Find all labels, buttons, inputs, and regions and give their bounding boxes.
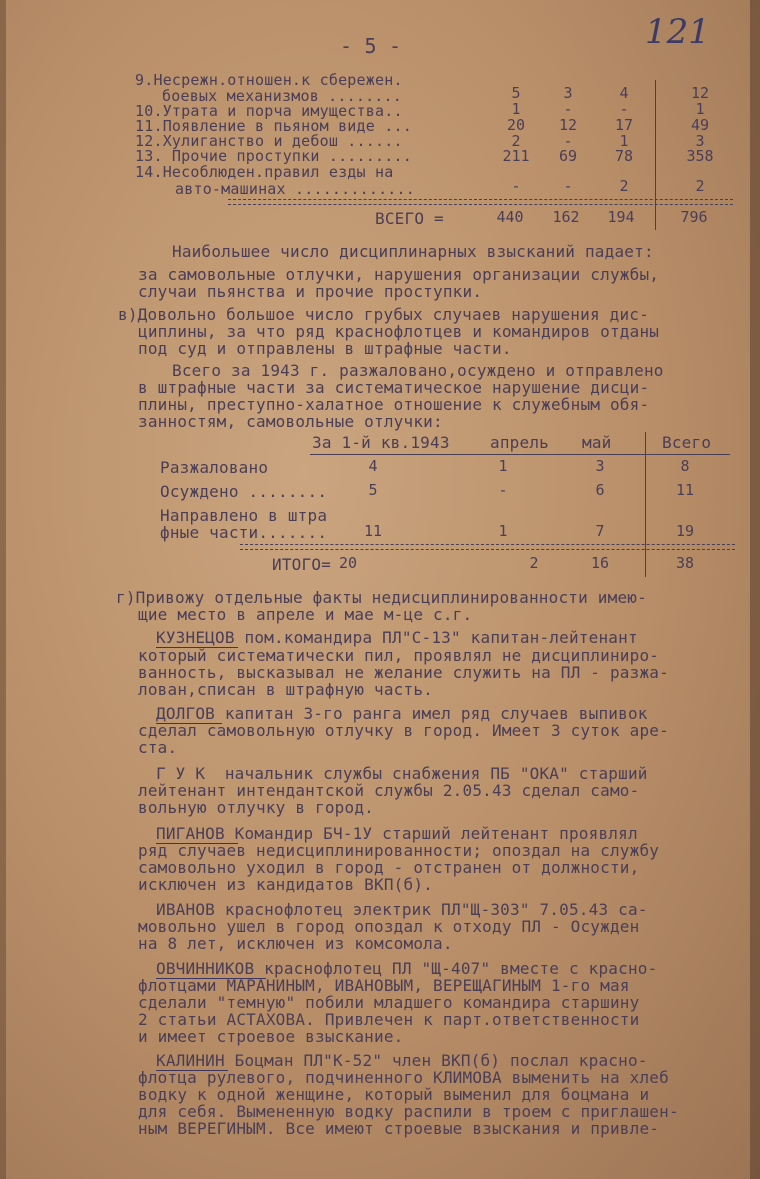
- table2-row-label: Разжаловано: [160, 458, 269, 477]
- section-g-line: щие место в апреле и мае м-це с.г.: [138, 605, 473, 624]
- table2-header: Всего: [662, 433, 712, 452]
- table1-cell: 3: [563, 84, 573, 102]
- case-line: флотца рулевого, подчиненного КЛИМОВА выменить на хлеб: [138, 1068, 669, 1087]
- case-line: лован,списан в штрафную часть.: [138, 680, 433, 699]
- table2-total-rule: [240, 544, 735, 550]
- table1-cell: -: [511, 177, 521, 195]
- table1-cell: 17: [614, 116, 634, 134]
- table1-cell: 1: [619, 132, 629, 150]
- table1-cell: 20: [506, 116, 526, 134]
- table1-cell: 211: [502, 147, 530, 165]
- table2-total: 20: [338, 554, 358, 572]
- case-line: КАЛИНИН Боцман ПЛ"К-52" член ВКП(б) послал красно-: [156, 1051, 648, 1070]
- section-v2-line: в штрафные части за систематическое нарушение дисци-: [138, 378, 650, 397]
- table1-cell: -: [619, 100, 629, 118]
- table2-total: 38: [675, 554, 695, 572]
- summary-line: за самовольные отлучки, нарушения организации службы,: [138, 265, 660, 284]
- table2-cell: 19: [675, 522, 695, 540]
- table1-cell: 2: [619, 177, 629, 195]
- table2-cell: -: [498, 481, 508, 499]
- case-line: мовольно ушел в город опоздал к отходу ПЛ - Осужден: [138, 917, 640, 936]
- table2-cell: 1: [498, 457, 508, 475]
- case-line: ДОЛГОВ капитан 3-го ранга имел ряд случаев выпивок: [156, 704, 648, 723]
- table1-cell: 78: [614, 147, 634, 165]
- table2-cell: 8: [680, 457, 690, 475]
- table2-total: 2: [529, 554, 539, 572]
- table2-cell: 11: [363, 522, 383, 540]
- table2-row-label: Осуждено ........: [160, 482, 328, 501]
- table2-total-label: ИТОГО=: [272, 555, 331, 574]
- table1-cell: 1: [695, 100, 705, 118]
- case-line: 2 статьи АСТАХОВА. Привлечен к парт.ответственности: [138, 1010, 640, 1029]
- case-line: водку к одной женщине, который выменил для боцмана и: [138, 1085, 650, 1104]
- table1-cell: 5: [511, 84, 521, 102]
- case-line: ПИГАНОВ Командир БЧ-1У старший лейтенант проявлял: [156, 824, 638, 843]
- section-v-line: циплины, за что ряд краснофлотцев и командиров отданы: [138, 322, 660, 341]
- table1-cell: -: [563, 177, 573, 195]
- table1-cell: 4: [619, 84, 629, 102]
- case-line: который систематически пил, проявлял не дисциплиниро-: [138, 646, 660, 665]
- table2-cell: 6: [595, 481, 605, 499]
- table1-row-label: авто-машинах .............: [175, 180, 415, 198]
- table1-total: 162: [552, 208, 580, 226]
- case-line: для себя. Вымененную водку распили в троем с приглашен-: [138, 1102, 679, 1121]
- table2-cell: 5: [368, 481, 378, 499]
- table1-row-label: 11.Появление в пьяном виде ...: [135, 117, 412, 135]
- table1-total: 194: [607, 208, 635, 226]
- table1-cell: -: [563, 132, 573, 150]
- table1-total-label: ВСЕГО =: [375, 209, 444, 228]
- table1-total-rule: [228, 199, 733, 205]
- table2-row-label: фные части.......: [160, 523, 328, 542]
- case-line: ОВЧИННИКОВ краснофлотец ПЛ "Щ-407" вместе с красно-: [156, 959, 658, 978]
- table2-cell: 7: [595, 522, 605, 540]
- table1-cell: 12: [690, 84, 710, 102]
- case-line: исключен из кандидатов ВКП(б).: [138, 875, 433, 894]
- section-v2-line: плины, преступно-халатное отношение к служебным обя-: [138, 395, 650, 414]
- case-line: КУЗНЕЦОВ пом.командира ПЛ"С-13" капитан-лейтенант: [156, 628, 638, 647]
- case-line: Г У К начальник службы снабжения ПБ "ОКА" старший: [156, 764, 648, 783]
- case-line: на 8 лет, исключен из комсомола.: [138, 934, 453, 953]
- case-line: ванность, высказывал не желание служить на ПЛ - разжа-: [138, 663, 669, 682]
- table1-row-label: 14.Несоблюден.правил езды на: [135, 163, 394, 181]
- table2-row-label: Направлено в штра: [160, 506, 328, 525]
- table1-cell: -: [563, 100, 573, 118]
- page-number: - 5 -: [340, 34, 402, 58]
- table1-cell: 12: [558, 116, 578, 134]
- table1-cell: 69: [558, 147, 578, 165]
- case-line: вольную отлучку в город.: [138, 798, 374, 817]
- case-line: сделал самовольную отлучку в город. Имеет 3 суток аре-: [138, 721, 669, 740]
- table1-divider: [655, 80, 656, 230]
- table1-cell: 49: [690, 116, 710, 134]
- table1-cell: 358: [686, 147, 714, 165]
- case-line: и имеет строевое взыскание.: [138, 1027, 404, 1046]
- case-line: ным ВЕРЕГИНЫМ. Все имеют строевые взыскания и привле-: [138, 1119, 660, 1138]
- table2-total: 16: [590, 554, 610, 572]
- case-line: ста.: [138, 738, 178, 757]
- case-line: флотцами МАРАНИНЫМ, ИВАНОВЫМ, ВЕРЕЩАГИНЫМ 1-го мая: [138, 976, 630, 995]
- table2-header: апрель: [490, 433, 549, 452]
- table1-row-label: 10.Утрата и порча имущества..: [135, 102, 403, 120]
- section-g-line: г)Привожу отдельные факты недисциплинированности имею-: [116, 588, 647, 607]
- table2-divider: [645, 432, 646, 577]
- case-line: ИВАНОВ краснофлотец электрик ПЛ"Щ-303" 7.05.43 са-: [156, 900, 648, 919]
- table1-cell: 3: [695, 132, 705, 150]
- table2-header-rule: [310, 454, 730, 455]
- table2-cell: 11: [675, 481, 695, 499]
- table1-total: 796: [680, 208, 708, 226]
- table2-cell: 3: [595, 457, 605, 475]
- case-line: ряд случаев недисциплинированности; опоздал на службу: [138, 841, 660, 860]
- summary-line: Наибольшее число дисциплинарных взысканий падает:: [172, 242, 654, 261]
- table1-row-label: боевых механизмов ........: [162, 87, 402, 105]
- section-v-line: под суд и отправлены в штрафные части.: [138, 339, 512, 358]
- table1-total: 440: [496, 208, 524, 226]
- table2-cell: 1: [498, 522, 508, 540]
- case-line: лейтенант интендантской службы 2.05.43 сделал само-: [138, 781, 640, 800]
- case-line: сделали "темную" побили младшего командира старшину: [138, 993, 640, 1012]
- table1-row-label: 13. Прочие проступки .........: [135, 147, 412, 165]
- section-v2-line: Всего за 1943 г. разжаловано,осуждено и отправлено: [172, 361, 664, 380]
- table1-cell: 1: [511, 100, 521, 118]
- table2-cell: 4: [368, 457, 378, 475]
- case-line: самовольно уходил в город - отстранен от должности,: [138, 858, 640, 877]
- table2-header: За 1-й кв.1943: [312, 433, 450, 452]
- handwritten-page-number: 121: [645, 12, 710, 52]
- table1-cell: 2: [511, 132, 521, 150]
- section-v-line: в)Довольно большое число грубых случаев нарушения дис-: [118, 305, 649, 324]
- summary-line: случаи пьянства и прочие проступки.: [138, 282, 483, 301]
- section-v2-line: занностям, самовольные отлучки:: [138, 412, 443, 431]
- table2-header: май: [582, 433, 612, 452]
- table1-row-label: 12.Хулиганство и дебош ......: [135, 132, 403, 150]
- table1-cell: 2: [695, 177, 705, 195]
- table1-row-label: 9.Несрежн.отношен.к сбережен.: [135, 71, 403, 89]
